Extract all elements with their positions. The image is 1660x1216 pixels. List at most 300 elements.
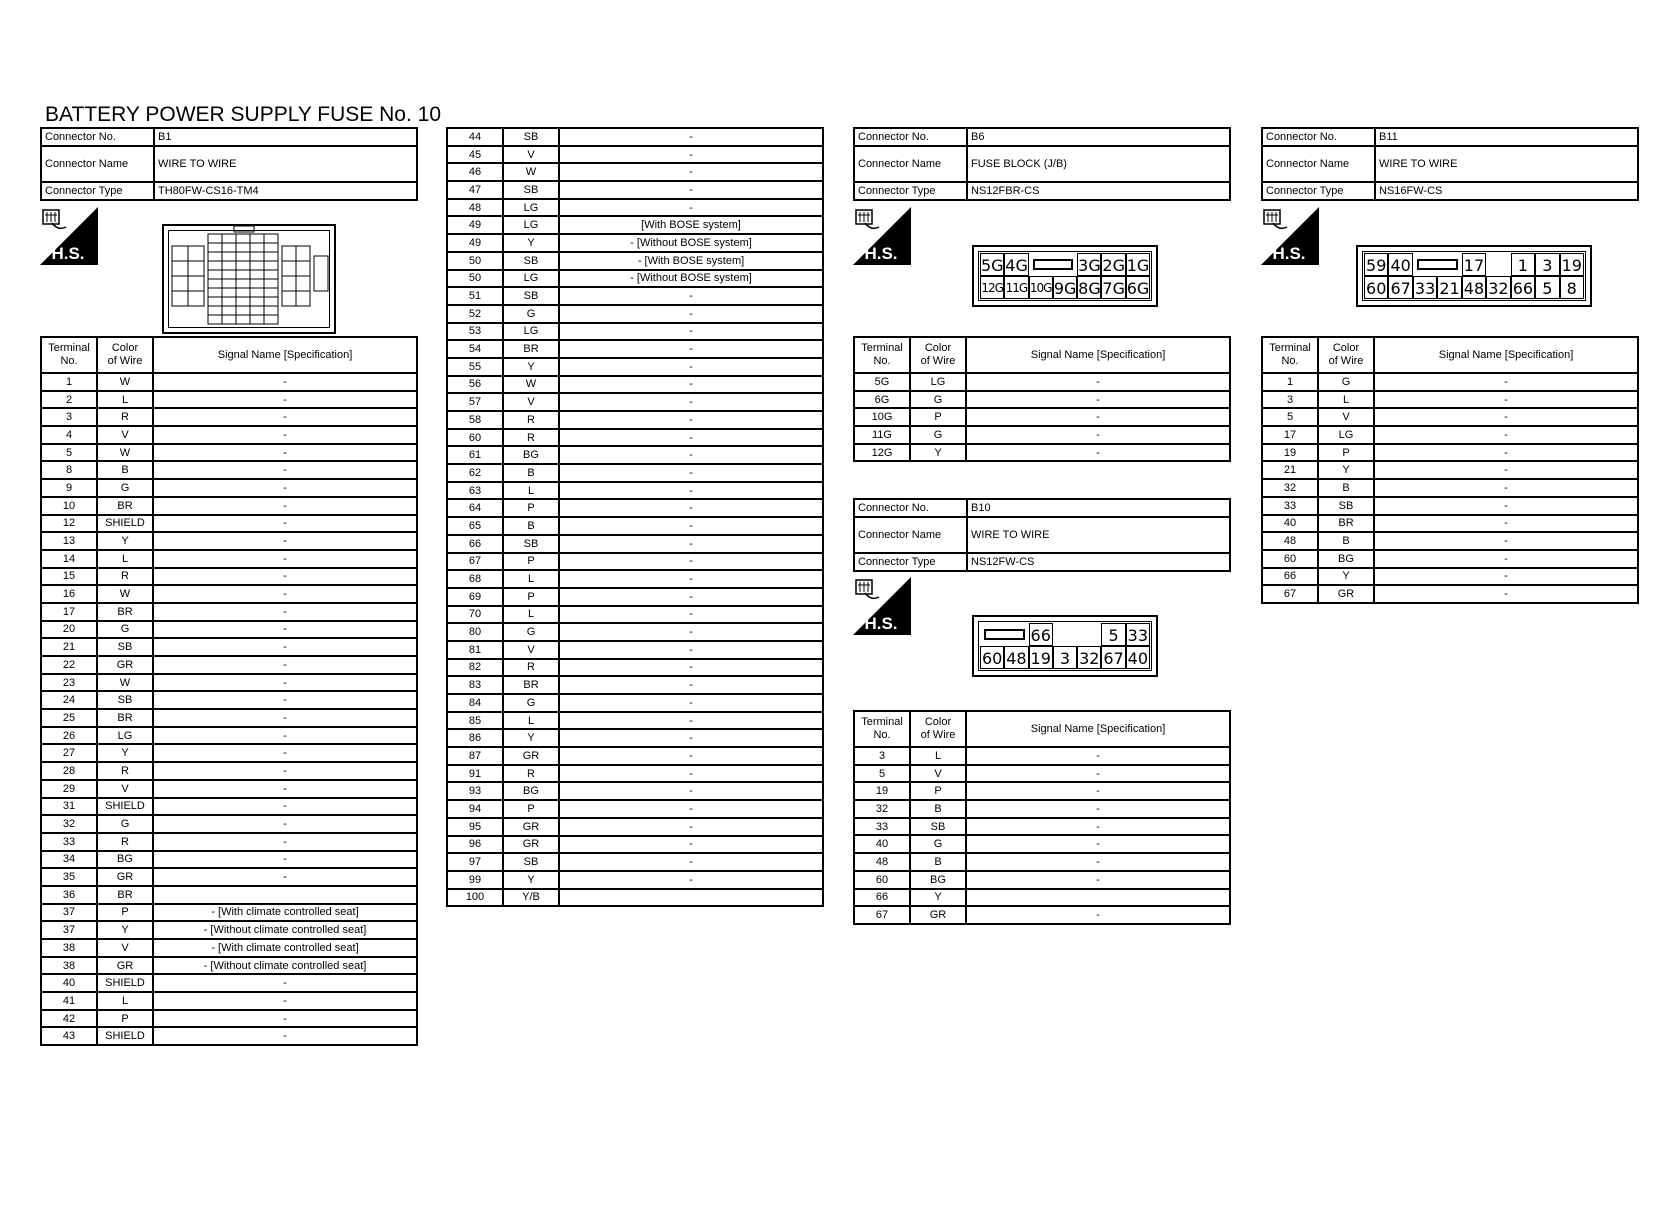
b10-connector-face (972, 615, 1158, 677)
signal-cell: - [With BOSE system] (559, 252, 823, 270)
signal-cell: - (559, 146, 823, 164)
terminal-cell: 81 (447, 641, 503, 659)
terminal-cell: 3 (1262, 391, 1318, 409)
terminal-cell: 21 (41, 638, 97, 656)
color-cell: BR (503, 340, 559, 358)
connector-pin: 19 (1029, 646, 1053, 669)
color-cell: BG (503, 446, 559, 464)
table-row (41, 957, 417, 975)
table-row (41, 373, 417, 391)
harness-side-icon (1261, 207, 1319, 265)
terminal-cell: 33 (41, 833, 97, 851)
color-cell: SB (503, 853, 559, 871)
terminal-cell: 82 (447, 659, 503, 677)
terminal-cell: 65 (447, 517, 503, 535)
signal-cell: - (153, 550, 417, 568)
connector-pin: 8 (1560, 276, 1584, 299)
color-cell: R (97, 762, 153, 780)
table-row (854, 906, 1230, 924)
label-connector-no: Connector No. (41, 128, 154, 146)
signal-cell: - (559, 358, 823, 376)
table-row (854, 444, 1230, 462)
signal-cell: - (153, 762, 417, 780)
table-row (41, 479, 417, 497)
terminal-cell: 11G (854, 426, 910, 444)
table-row (41, 762, 417, 780)
terminal-cell: 99 (447, 871, 503, 889)
color-cell: L (503, 482, 559, 500)
header-color: Color of Wire (910, 711, 966, 747)
table-row (41, 515, 417, 533)
table-row (41, 851, 417, 869)
b6-terminal-table (853, 336, 1231, 462)
color-cell: P (503, 553, 559, 571)
header-color: Color of Wire (1318, 337, 1374, 373)
table-row (41, 656, 417, 674)
b1-terminal-table-2 (446, 127, 824, 907)
terminal-cell: 33 (1262, 497, 1318, 515)
signal-cell: - (559, 340, 823, 358)
color-cell: R (503, 411, 559, 429)
color-cell: L (97, 391, 153, 409)
color-cell: P (97, 1010, 153, 1028)
table-row (41, 585, 417, 603)
table-row (447, 765, 823, 783)
connector-pin: 3 (1535, 253, 1559, 276)
b6-connector-type: NS12FBR-CS (967, 182, 1230, 200)
connector-pin: 9G (1053, 276, 1077, 299)
color-cell: W (97, 373, 153, 391)
terminal-cell: 29 (41, 780, 97, 798)
table-row (447, 446, 823, 464)
connector-pin: 6G (1126, 276, 1150, 299)
color-cell: V (503, 393, 559, 411)
connector-pin: 3 (1053, 646, 1077, 669)
table-row (447, 199, 823, 217)
signal-cell: - (1374, 373, 1638, 391)
table-row (447, 800, 823, 818)
table-row (447, 270, 823, 288)
color-cell: P (503, 588, 559, 606)
label-connector-no: Connector No. (1262, 128, 1375, 146)
b1-terminal-table-1 (40, 336, 418, 1046)
signal-cell: - (559, 694, 823, 712)
color-cell: W (503, 376, 559, 394)
terminal-cell: 12G (854, 444, 910, 462)
signal-cell: - (1374, 532, 1638, 550)
color-cell: LG (1318, 426, 1374, 444)
table-row (41, 1010, 417, 1028)
terminal-cell: 95 (447, 818, 503, 836)
label-connector-name: Connector Name (41, 146, 154, 182)
connector-latch (1033, 259, 1074, 271)
b10-connector-no: B10 (967, 499, 1230, 517)
table-row (447, 499, 823, 517)
hs-label: H.S. (864, 244, 898, 263)
signal-cell: - (153, 1010, 417, 1028)
header-terminal: Terminal No. (854, 711, 910, 747)
b1-terminal-panel-1 (40, 336, 418, 1046)
color-cell: LG (503, 270, 559, 288)
connector-pin: 66 (1029, 623, 1053, 646)
color-cell: L (503, 570, 559, 588)
signal-cell: - (153, 638, 417, 656)
terminal-cell: 1 (1262, 373, 1318, 391)
connector-pin (1053, 623, 1077, 646)
table-row (1262, 532, 1638, 550)
terminal-cell: 38 (41, 957, 97, 975)
terminal-cell: 93 (447, 782, 503, 800)
color-cell: Y (97, 921, 153, 939)
table-row (447, 128, 823, 146)
signal-cell: - (966, 765, 1230, 783)
color-cell: G (503, 694, 559, 712)
signal-cell: - (559, 836, 823, 854)
table-row (41, 568, 417, 586)
color-cell: V (503, 641, 559, 659)
b6-connector-face (972, 245, 1158, 307)
signal-cell: - (153, 373, 417, 391)
color-cell: P (503, 499, 559, 517)
terminal-cell: 27 (41, 744, 97, 762)
terminal-cell: 50 (447, 252, 503, 270)
signal-cell: - (966, 906, 1230, 924)
table-row (447, 429, 823, 447)
color-cell: SB (97, 691, 153, 709)
table-row (447, 676, 823, 694)
terminal-cell: 10G (854, 408, 910, 426)
table-row (1262, 408, 1638, 426)
terminal-cell: 17 (1262, 426, 1318, 444)
signal-cell: - (559, 393, 823, 411)
color-cell: B (503, 517, 559, 535)
b11-terminal-panel (1261, 336, 1639, 604)
signal-cell: - (559, 305, 823, 323)
table-row (41, 444, 417, 462)
terminal-cell: 63 (447, 482, 503, 500)
signal-cell: - [Without climate controlled seat] (153, 921, 417, 939)
signal-cell: - (559, 181, 823, 199)
table-row (447, 712, 823, 730)
terminal-cell: 62 (447, 464, 503, 482)
signal-cell: - (153, 709, 417, 727)
table-row (41, 815, 417, 833)
color-cell: W (97, 444, 153, 462)
terminal-cell: 87 (447, 747, 503, 765)
connector-pin: 67 (1101, 646, 1125, 669)
connector-pin: 66 (1511, 276, 1535, 299)
color-cell: G (910, 835, 966, 853)
terminal-cell: 50 (447, 270, 503, 288)
color-cell: LG (503, 323, 559, 341)
signal-cell: - (559, 411, 823, 429)
table-row (41, 780, 417, 798)
terminal-cell: 91 (447, 765, 503, 783)
color-cell: B (97, 461, 153, 479)
label-connector-name: Connector Name (854, 517, 967, 553)
terminal-cell: 37 (41, 904, 97, 922)
color-cell: SB (503, 535, 559, 553)
table-row (41, 674, 417, 692)
terminal-cell: 23 (41, 674, 97, 692)
terminal-cell: 70 (447, 606, 503, 624)
terminal-cell: 26 (41, 727, 97, 745)
signal-cell: - (966, 818, 1230, 836)
color-cell: Y (1318, 568, 1374, 586)
color-cell: Y (503, 729, 559, 747)
connector-pin (1077, 623, 1101, 646)
terminal-cell: 32 (1262, 479, 1318, 497)
connector-latch (1417, 259, 1458, 271)
signal-cell: - [Without BOSE system] (559, 234, 823, 252)
color-cell: R (503, 659, 559, 677)
table-row (1262, 479, 1638, 497)
connector-pin: 19 (1560, 253, 1584, 276)
terminal-cell: 66 (447, 535, 503, 553)
terminal-cell: 31 (41, 798, 97, 816)
terminal-cell: 49 (447, 216, 503, 234)
color-cell: G (503, 623, 559, 641)
terminal-cell: 69 (447, 588, 503, 606)
terminal-cell: 42 (41, 1010, 97, 1028)
label-connector-no: Connector No. (854, 128, 967, 146)
color-cell: P (503, 800, 559, 818)
header-terminal: Terminal No. (41, 337, 97, 373)
connector-pin: 32 (1077, 646, 1101, 669)
terminal-cell: 48 (854, 853, 910, 871)
color-cell: W (97, 585, 153, 603)
signal-cell: - (559, 128, 823, 146)
table-row (41, 497, 417, 515)
connector-pin: 1 (1511, 253, 1535, 276)
b6-info-table (853, 127, 1231, 201)
signal-cell: - [Without BOSE system] (559, 270, 823, 288)
color-cell: P (910, 782, 966, 800)
color-cell: V (503, 146, 559, 164)
table-row (447, 464, 823, 482)
signal-cell: - (966, 782, 1230, 800)
harness-side-icon (40, 207, 98, 265)
connector-pin: 32 (1486, 276, 1510, 299)
terminal-cell: 94 (447, 800, 503, 818)
color-cell: GR (97, 957, 153, 975)
table-row (41, 868, 417, 886)
terminal-cell: 28 (41, 762, 97, 780)
signal-cell: - (1374, 408, 1638, 426)
color-cell: R (97, 568, 153, 586)
signal-cell: - (153, 815, 417, 833)
color-cell: SB (1318, 497, 1374, 515)
signal-cell: - (1374, 550, 1638, 568)
connector-pin: 59 (1364, 253, 1388, 276)
connector-pin: 60 (1364, 276, 1388, 299)
terminal-cell: 66 (854, 889, 910, 907)
terminal-cell: 45 (447, 146, 503, 164)
terminal-cell: 52 (447, 305, 503, 323)
signal-cell: - (153, 833, 417, 851)
connector-pin: 21 (1437, 276, 1461, 299)
connector-pin: 12G (980, 276, 1004, 299)
signal-cell: - (559, 464, 823, 482)
signal-cell: - (966, 408, 1230, 426)
table-row (854, 747, 1230, 765)
color-cell: L (910, 747, 966, 765)
signal-cell: - (559, 871, 823, 889)
terminal-cell: 58 (447, 411, 503, 429)
signal-cell: - (153, 744, 417, 762)
signal-cell: - (153, 568, 417, 586)
connector-pin: 33 (1413, 276, 1437, 299)
table-row (1262, 550, 1638, 568)
table-row (41, 886, 417, 904)
terminal-cell: 5G (854, 373, 910, 391)
connector-pin: 11G (1004, 276, 1028, 299)
color-cell: GR (97, 656, 153, 674)
connector-pin: 17 (1462, 253, 1486, 276)
color-cell: Y/B (503, 889, 559, 907)
color-cell: Y (503, 358, 559, 376)
connector-pin: 5 (1101, 623, 1125, 646)
b11-connector-name: WIRE TO WIRE (1375, 146, 1638, 182)
color-cell: B (1318, 479, 1374, 497)
color-cell: BG (910, 871, 966, 889)
terminal-cell: 12 (41, 515, 97, 533)
signal-cell: - (1374, 391, 1638, 409)
signal-cell: - (559, 623, 823, 641)
color-cell: G (910, 426, 966, 444)
table-row (854, 871, 1230, 889)
signal-cell: - [With climate controlled seat] (153, 939, 417, 957)
connector-pin: 10G (1029, 276, 1053, 299)
table-row (447, 234, 823, 252)
b6-info-panel (853, 127, 1231, 201)
table-row (1262, 391, 1638, 409)
signal-cell: - (966, 444, 1230, 462)
signal-cell: - (153, 798, 417, 816)
table-row (447, 818, 823, 836)
table-row (41, 992, 417, 1010)
color-cell: SB (503, 181, 559, 199)
table-row (41, 744, 417, 762)
b11-connector-type: NS16FW-CS (1375, 182, 1638, 200)
signal-cell: - (153, 532, 417, 550)
signal-cell: - (966, 426, 1230, 444)
table-row (447, 323, 823, 341)
signal-cell: - (559, 163, 823, 181)
terminal-cell: 43 (41, 1027, 97, 1045)
signal-cell: - (559, 199, 823, 217)
table-row (447, 163, 823, 181)
color-cell: BG (97, 851, 153, 869)
signal-cell: - (153, 727, 417, 745)
terminal-cell: 24 (41, 691, 97, 709)
table-row (854, 889, 1230, 907)
terminal-cell: 41 (41, 992, 97, 1010)
terminal-cell: 1 (41, 373, 97, 391)
color-cell: W (503, 163, 559, 181)
b11-connector-face (1356, 245, 1592, 307)
signal-cell: - (559, 676, 823, 694)
color-cell: V (910, 765, 966, 783)
signal-cell: - (966, 871, 1230, 889)
color-cell: LG (503, 216, 559, 234)
signal-cell: - (153, 974, 417, 992)
color-cell: SHIELD (97, 798, 153, 816)
color-cell: B (910, 800, 966, 818)
table-row (41, 391, 417, 409)
table-row (854, 408, 1230, 426)
signal-cell: - (559, 553, 823, 571)
terminal-cell: 9 (41, 479, 97, 497)
signal-cell: - (153, 408, 417, 426)
connector-pin: 40 (1388, 253, 1412, 276)
signal-cell: - (559, 747, 823, 765)
terminal-cell: 32 (854, 800, 910, 818)
terminal-cell: 47 (447, 181, 503, 199)
terminal-cell: 19 (854, 782, 910, 800)
terminal-cell: 40 (41, 974, 97, 992)
color-cell: GR (1318, 585, 1374, 603)
table-row (854, 835, 1230, 853)
color-cell: R (97, 833, 153, 851)
header-signal: Signal Name [Specification] (1374, 337, 1638, 373)
signal-cell: - (559, 570, 823, 588)
terminal-cell: 100 (447, 889, 503, 907)
table-row (854, 800, 1230, 818)
color-cell: GR (503, 836, 559, 854)
signal-cell: - (153, 656, 417, 674)
table-row (447, 747, 823, 765)
label-connector-type: Connector Type (41, 182, 154, 200)
terminal-cell: 86 (447, 729, 503, 747)
color-cell: G (97, 479, 153, 497)
signal-cell: - (153, 992, 417, 1010)
signal-cell: - (559, 517, 823, 535)
terminal-cell: 40 (854, 835, 910, 853)
terminal-cell: 66 (1262, 568, 1318, 586)
terminal-cell: 67 (447, 553, 503, 571)
color-cell: SB (503, 252, 559, 270)
b11-connector-no: B11 (1375, 128, 1638, 146)
b10-connector-type: NS12FW-CS (967, 553, 1230, 571)
b11-info-panel (1261, 127, 1639, 201)
header-color: Color of Wire (910, 337, 966, 373)
terminal-cell: 8 (41, 461, 97, 479)
signal-cell: - (153, 1027, 417, 1045)
signal-cell: - (966, 391, 1230, 409)
signal-cell: - [With climate controlled seat] (153, 904, 417, 922)
hs-label: H.S. (1272, 244, 1306, 263)
table-row (447, 782, 823, 800)
terminal-cell: 55 (447, 358, 503, 376)
color-cell: G (503, 305, 559, 323)
signal-cell: - (559, 446, 823, 464)
signal-cell: - (559, 606, 823, 624)
terminal-cell: 60 (854, 871, 910, 889)
color-cell: R (97, 408, 153, 426)
signal-cell (153, 886, 417, 904)
color-cell: GR (503, 818, 559, 836)
color-cell: L (503, 712, 559, 730)
terminal-cell: 48 (447, 199, 503, 217)
signal-cell: - (559, 323, 823, 341)
color-cell: Y (97, 744, 153, 762)
color-cell: LG (97, 727, 153, 745)
color-cell: BR (97, 886, 153, 904)
color-cell: B (910, 853, 966, 871)
color-cell: LG (910, 373, 966, 391)
table-row (1262, 444, 1638, 462)
